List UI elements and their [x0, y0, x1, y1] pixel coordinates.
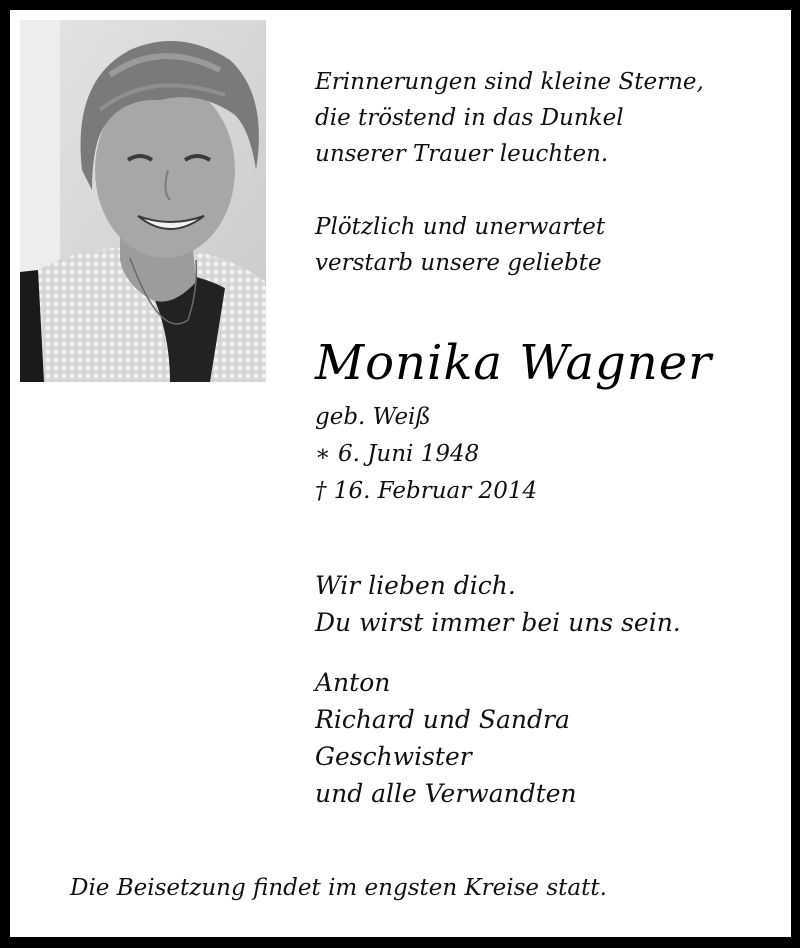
- intro-line: verstarb unsere geliebte: [315, 250, 602, 276]
- birth-date: ∗ 6. Juni 1948: [315, 441, 480, 467]
- mourner: und alle Verwandten: [315, 779, 577, 808]
- farewell-message: [315, 567, 681, 641]
- death-date: † 16. Februar 2014: [315, 478, 538, 504]
- farewell-line: Du wirst immer bei uns sein.: [315, 608, 681, 637]
- farewell-line: Wir lieben dich.: [315, 571, 516, 600]
- burial-note: Die Beisetzung findet im engsten Kreise statt.: [70, 875, 607, 901]
- announcement-intro: [315, 209, 605, 281]
- mourner: Richard und Sandra: [315, 705, 570, 734]
- poem-line: die tröstend in das Dunkel: [315, 105, 624, 131]
- poem-line: unserer Trauer leuchten.: [315, 141, 609, 167]
- mourner: Geschwister: [315, 742, 472, 771]
- portrait-photo: [20, 20, 266, 382]
- mourners-list: [315, 664, 577, 812]
- deceased-name: Monika Wagner: [315, 335, 713, 391]
- birth-name: geb. Weiß: [315, 404, 431, 430]
- poem-line: Erinnerungen sind kleine Sterne,: [315, 69, 704, 95]
- portrait-image: [20, 20, 266, 382]
- memorial-poem: [315, 64, 704, 172]
- deceased-details: [315, 399, 537, 510]
- intro-line: Plötzlich und unerwartet: [315, 214, 606, 240]
- mourner: Anton: [315, 668, 391, 697]
